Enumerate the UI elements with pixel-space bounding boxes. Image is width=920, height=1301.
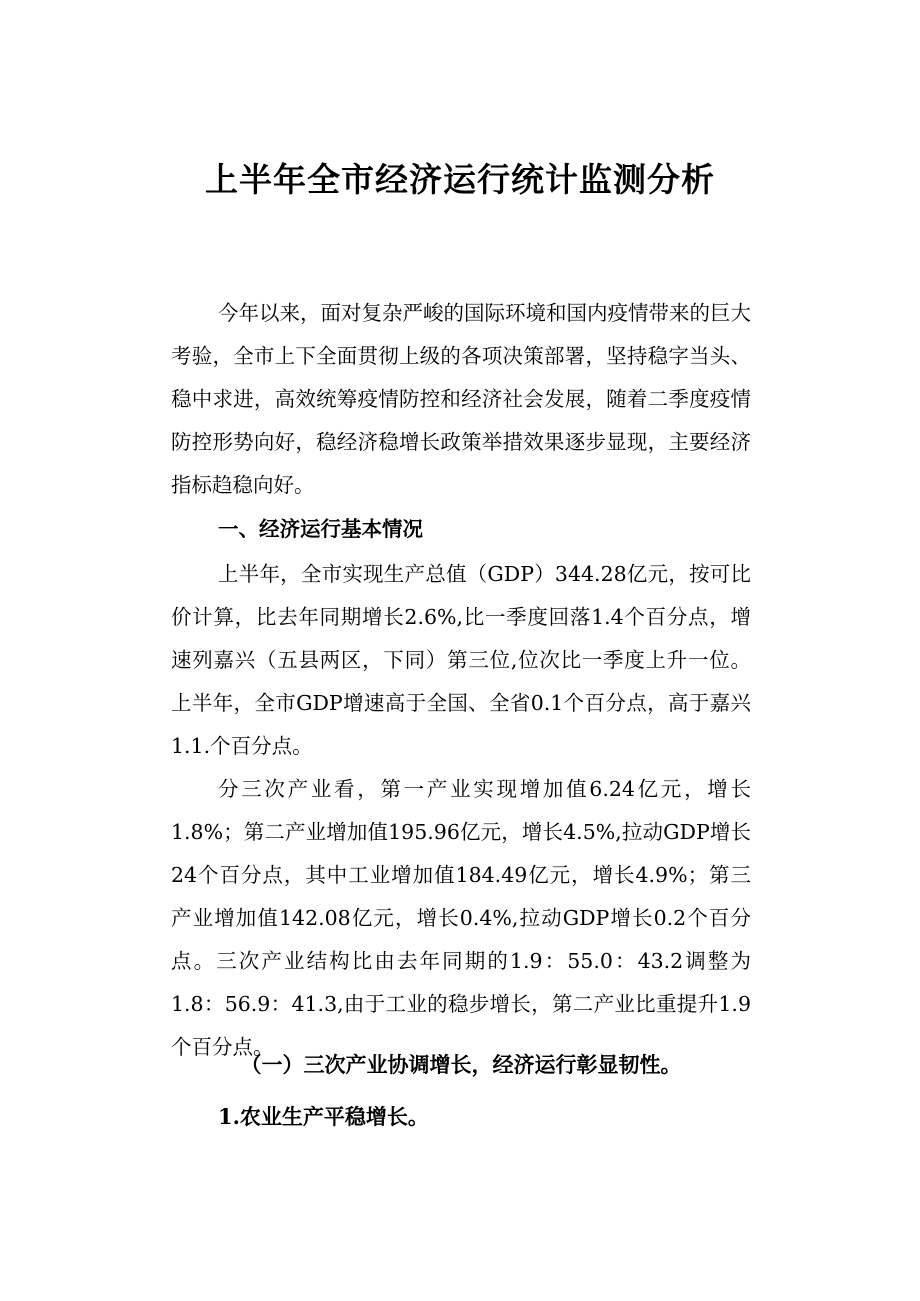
item-heading: 1.农业生产平稳增长。 bbox=[218, 1104, 429, 1129]
section-heading: 一、经济运行基本情况 bbox=[218, 517, 423, 541]
intro-paragraph: 今年以来，面对复杂严峻的国际环境和国内疫情带来的巨大考验，全市上下全面贯彻上级的各项决策部署，坚持稳字当头、稳中求进，高效统筹疫情防控和经济社会发展，随着二季度疫情防控形势向好，稳经济稳增长政策举措效果逐步显现，主要经济指标趋稳向好。 bbox=[171, 301, 751, 497]
document-title: 上半年全市经济运行统计监测分析 bbox=[205, 160, 715, 199]
industry-paragraph: 分三次产业看，第一产业实现增加值6.24亿元，增长1.8%；第二产业增加值195.96亿元，增长4.5%,拉动GDP增长24个百分点，其中工业增加值184.49亿元，增长4.9%；第三产业增加值142.08亿元，增长0.4%,拉动GDP增长0.2个百分点。三次产业结构比由去年同期的1.9：55.0：43.2调整为1.8：56.9：41.3,由于工业的稳步增长，第二产业比重提升1.9个百分点。 bbox=[171, 777, 751, 1059]
subsection-heading: （一）三次产业协调增长，经济运行彰显韧性。 bbox=[240, 1052, 682, 1077]
gdp-paragraph: 上半年，全市实现生产总值（GDP）344.28亿元，按可比价计算，比去年同期增长2.6%,比一季度回落1.4个百分点，增速列嘉兴（五县两区，下同）第三位,位次比一季度上升一位。上半年，全市GDP增速高于全国、全省0.1个百分点，高于嘉兴1.1.个百分点。 bbox=[171, 562, 751, 758]
